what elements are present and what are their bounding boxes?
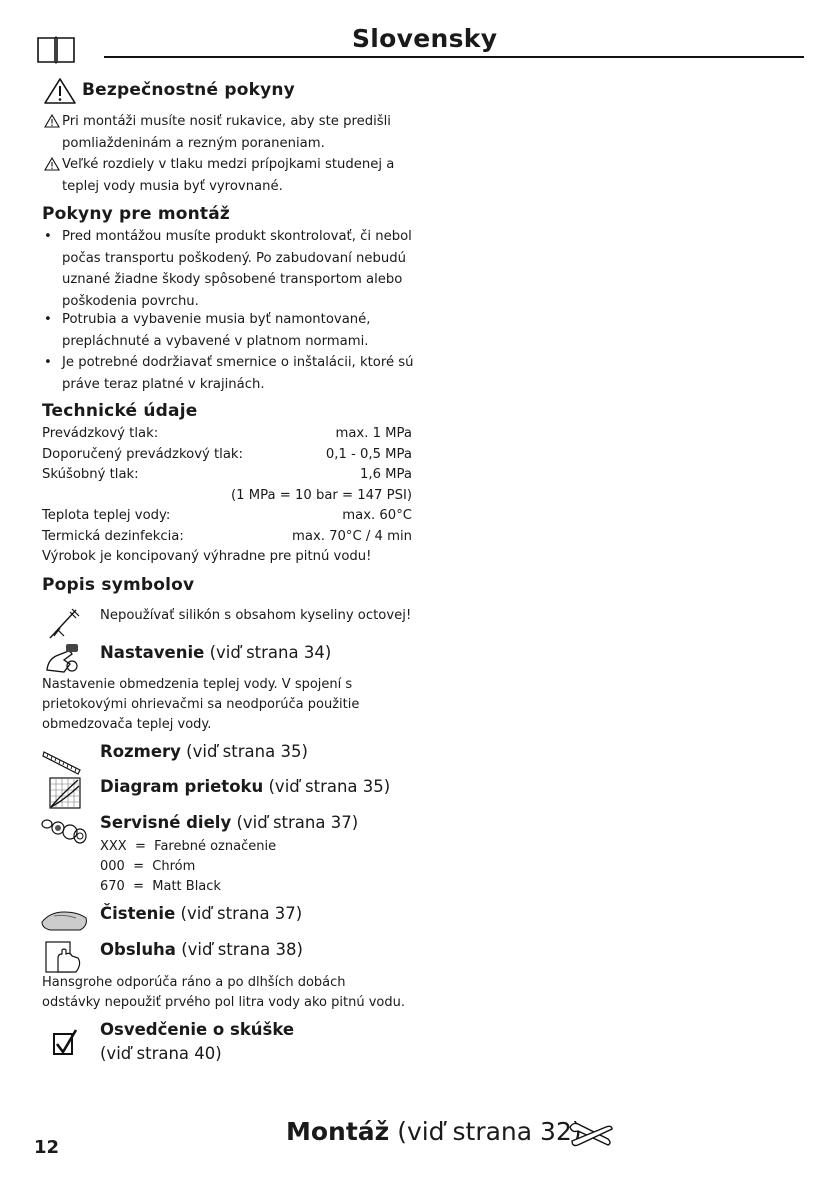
spec-row: Doporučený prevádzkový tlak: 0,1 - 0,5 MPa <box>42 446 412 462</box>
silicone-gun-icon <box>46 606 82 640</box>
cleaning-heading: Čistenie (viď strana 37) <box>100 904 303 923</box>
symbols-title: Popis symbolov <box>42 575 195 595</box>
safety-item: Pri montáži musíte nosiť rukavice, aby ste predišli pomliaždeninám a rezným poraneniam. <box>42 111 422 154</box>
montage-note-item: • Je potrebné dodržiavať smernice o inštalácii, ktoré sú práve teraz platné v krajinách. <box>44 355 414 392</box>
technical-table <box>42 424 412 547</box>
drinking-water-note: Výrobok je koncipovaný výhradne pre pitnú vodu! <box>42 549 372 564</box>
montage-notes-title: Pokyny pre montáž <box>42 204 231 224</box>
montage-note-item: • Pred montážou musíte produkt skontrolovať, či nebol počas transportu poškodený. Po zabudovaní nebudú uznané žiadne škody spôsobené transportom alebo poškodenia povrchu. <box>44 229 412 309</box>
cleaning-hand-icon <box>40 904 90 934</box>
pressure-conversion: (1 MPa = 10 bar = 147 PSI) <box>231 487 412 503</box>
ruler-icon <box>42 746 82 776</box>
page-number: 12 <box>34 1137 60 1158</box>
book-icon <box>36 34 76 64</box>
spec-row: Skúšobný tlak: 1,6 MPa <box>42 467 412 482</box>
adjustment-hand-icon <box>44 640 82 674</box>
montage-note-item: • Potrubia a vybavenie musia byť namontované, prepláchnuté a vybavené v platnom normami. <box>44 312 371 349</box>
header-rule <box>104 56 804 58</box>
page-title: Slovensky <box>352 24 498 53</box>
spec-row: Prevádzkový tlak: max. 1 MPa <box>42 426 412 441</box>
footer-montage: Montáž (viď strana 32) <box>286 1117 582 1146</box>
certificate-ref: (viď strana 40) <box>100 1044 222 1063</box>
color-codes <box>100 837 276 897</box>
dimensions-heading: Rozmery (viď strana 35) <box>100 742 308 761</box>
color-code-row: XXX = Farebné označenie <box>100 839 277 854</box>
operation-hand-icon <box>44 938 84 974</box>
warning-icon <box>43 77 77 105</box>
operation-description: Hansgrohe odporúča ráno a po dlhších dobách odstávky nepoužiť prvého pol litra vody ako pitnú vodu. <box>42 975 405 1010</box>
color-code-row: 670 = Matt Black <box>100 879 221 894</box>
setting-heading: Nastavenie (viď strana 34) <box>100 643 332 662</box>
spare-parts-heading: Servisné diely (viď strana 37) <box>100 813 359 832</box>
silicone-warning: Nepoužívať silikón s obsahom kyseliny octovej! <box>100 608 412 623</box>
setting-description: Nastavenie obmedzenia teplej vody. V spojení s prietokovými ohrievačmi sa neodporúča použitie obmedzovača teplej vody. <box>42 677 360 732</box>
operation-heading: Obsluha (viď strana 38) <box>100 940 303 959</box>
technical-title: Technické údaje <box>42 401 198 421</box>
small-warning-icon <box>44 114 60 128</box>
flow-heading: Diagram prietoku (viď strana 35) <box>100 777 391 796</box>
flow-diagram-icon <box>48 776 82 810</box>
safety-item: Veľké rozdiely v tlaku medzi prípojkami studenej a teplej vody musia byť vyrovnané. <box>42 154 422 197</box>
spec-row: Teplota teplej vody: max. 60°C <box>42 508 412 523</box>
checkbox-certificate-icon <box>52 1028 78 1056</box>
certificate-heading: Osvedčenie o skúške <box>100 1020 295 1039</box>
spec-row: Termická dezinfekcia: max. 70°C / 4 min <box>42 528 412 544</box>
spare-parts-icon <box>40 814 88 848</box>
wrench-icon <box>566 1117 614 1151</box>
small-warning-icon <box>44 157 60 171</box>
color-code-row: 000 = Chróm <box>100 859 196 874</box>
safety-title: Bezpečnostné pokyny <box>82 80 295 100</box>
